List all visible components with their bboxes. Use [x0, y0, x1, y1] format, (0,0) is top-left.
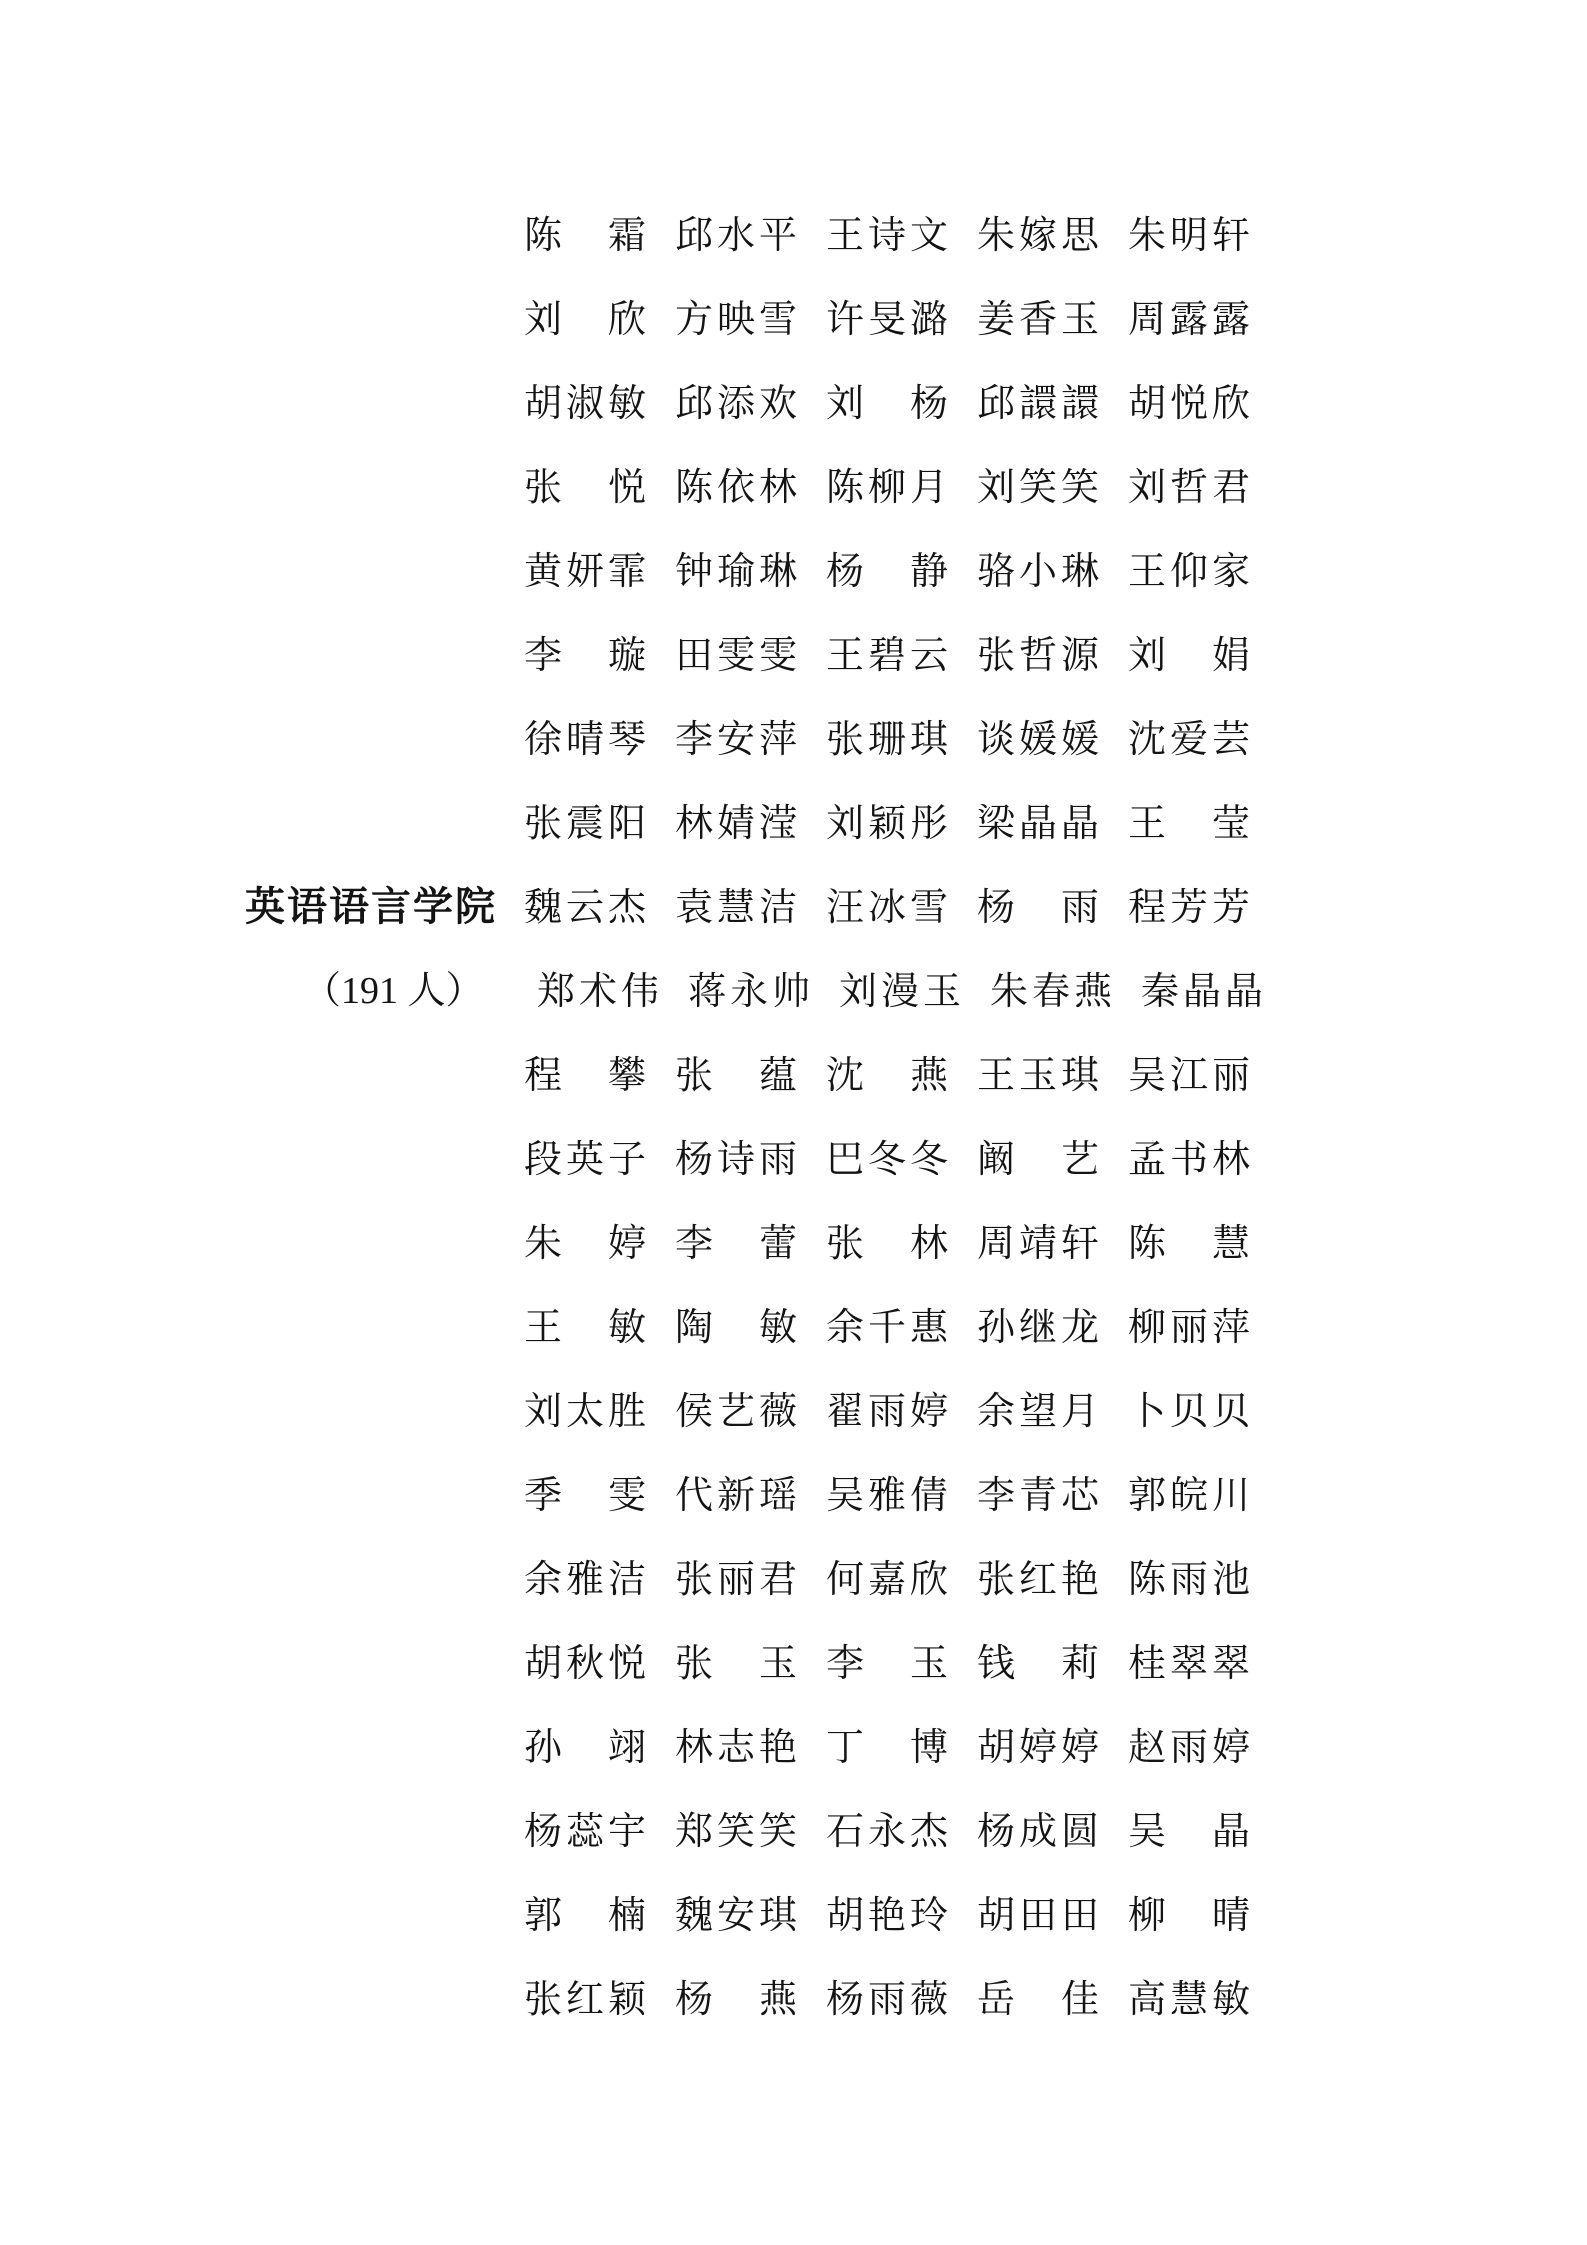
student-name: 许旻潞	[826, 297, 953, 341]
student-name: 郑笑笑	[675, 1809, 802, 1853]
student-name: 卜贝贝	[1128, 1389, 1255, 1433]
student-name: 张 林	[826, 1221, 953, 1265]
student-name: 王诗文	[826, 213, 953, 257]
student-name: 张哲源	[977, 633, 1104, 677]
student-name: 胡悦欣	[1128, 381, 1255, 425]
student-name: 程芳芳	[1128, 885, 1255, 929]
student-name: 岳 佳	[977, 1977, 1104, 2021]
student-name: 孟书林	[1128, 1137, 1255, 1181]
student-name: 陈雨池	[1128, 1557, 1255, 1601]
student-name: 王仰家	[1128, 549, 1255, 593]
student-name: 杨成圆	[977, 1809, 1104, 1853]
student-name: 陈 慧	[1128, 1221, 1255, 1265]
student-name: 侯艺薇	[675, 1389, 802, 1433]
student-name: 王玉琪	[977, 1053, 1104, 1097]
student-name: 梁晶晶	[977, 801, 1104, 845]
student-name: 胡婷婷	[977, 1725, 1104, 1769]
student-name: 柳丽萍	[1128, 1305, 1255, 1349]
student-name: 刘笑笑	[977, 465, 1104, 509]
student-name: 何嘉欣	[826, 1557, 953, 1601]
student-name: 刘颖彤	[826, 801, 953, 845]
student-name: 程 攀	[524, 1053, 651, 1097]
student-name: 沈爱芸	[1128, 717, 1255, 761]
student-name: 汪冰雪	[826, 885, 953, 929]
student-name: 王 敏	[524, 1305, 651, 1349]
student-name: 杨雨薇	[826, 1977, 953, 2021]
student-name: 田雯雯	[675, 633, 802, 677]
student-name: 陶 敏	[675, 1305, 802, 1349]
student-name: 刘漫玉	[839, 969, 966, 1013]
student-name: 段英子	[524, 1137, 651, 1181]
student-name: 胡田田	[977, 1893, 1104, 1937]
student-name: 季 雯	[524, 1473, 651, 1517]
student-name: 张丽君	[675, 1557, 802, 1601]
student-name: 张红艳	[977, 1557, 1104, 1601]
student-name: 张 玉	[675, 1641, 802, 1685]
student-name: 高慧敏	[1128, 1977, 1255, 2021]
student-name: 钟瑜琳	[675, 549, 802, 593]
student-name: 黄妍霏	[524, 549, 651, 593]
student-name: 魏安琪	[675, 1893, 802, 1937]
student-name: 李 璇	[524, 633, 651, 677]
student-name: 刘哲君	[1128, 465, 1255, 509]
student-name: 巴冬冬	[826, 1137, 953, 1181]
department-headcount: （191 人）	[303, 970, 484, 1012]
student-name: 邱譞譞	[977, 381, 1104, 425]
student-name: 李 蕾	[675, 1221, 802, 1265]
student-name: 沈 燕	[826, 1053, 953, 1097]
student-name: 余千惠	[826, 1305, 953, 1349]
student-name: 代新瑶	[675, 1473, 802, 1517]
student-name: 邱水平	[675, 213, 802, 257]
student-name: 张珊琪	[826, 717, 953, 761]
student-name: 胡艳玲	[826, 1893, 953, 1937]
student-name: 张红颖	[524, 1977, 651, 2021]
student-name: 杨诗雨	[675, 1137, 802, 1181]
student-name: 刘 娟	[1128, 633, 1255, 677]
student-name: 郭 楠	[524, 1893, 651, 1937]
student-name: 李 玉	[826, 1641, 953, 1685]
student-name: 杨蕊宇	[524, 1809, 651, 1853]
student-name: 谈媛媛	[977, 717, 1104, 761]
student-name: 朱明轩	[1128, 213, 1255, 257]
student-name: 王 莹	[1128, 801, 1255, 845]
student-name: 骆小琳	[977, 549, 1104, 593]
student-name: 杨 燕	[675, 1977, 802, 2021]
student-name: 张 悦	[524, 465, 651, 509]
student-name: 郑术伟	[537, 969, 664, 1013]
student-name: 吴雅倩	[826, 1473, 953, 1517]
student-name: 周靖轩	[977, 1221, 1104, 1265]
student-name: 陈 霜	[524, 213, 651, 257]
student-name: 周露露	[1128, 297, 1255, 341]
student-name: 陈柳月	[826, 465, 953, 509]
student-name: 林婧滢	[675, 801, 802, 845]
student-name: 蒋永帅	[688, 969, 815, 1013]
student-name: 孙继龙	[977, 1305, 1104, 1349]
student-name: 刘太胜	[524, 1389, 651, 1433]
student-name: 杨 静	[826, 549, 953, 593]
student-name: 吴 晶	[1128, 1809, 1255, 1853]
student-name: 刘 杨	[826, 381, 953, 425]
student-name: 翟雨婷	[826, 1389, 953, 1433]
student-name: 郭皖川	[1128, 1473, 1255, 1517]
student-name: 朱 婷	[524, 1221, 651, 1265]
student-name: 石永杰	[826, 1809, 953, 1853]
student-name: 袁慧洁	[675, 885, 802, 929]
student-name: 余望月	[977, 1389, 1104, 1433]
student-name: 林志艳	[675, 1725, 802, 1769]
student-name: 阚 艺	[977, 1137, 1104, 1181]
student-name: 朱嫁思	[977, 213, 1104, 257]
student-name: 张 蕴	[675, 1053, 802, 1097]
student-name: 李青芯	[977, 1473, 1104, 1517]
student-name: 余雅洁	[524, 1557, 651, 1601]
student-name: 张震阳	[524, 801, 651, 845]
student-name: 胡淑敏	[524, 381, 651, 425]
student-name: 方映雪	[675, 297, 802, 341]
student-name: 徐晴琴	[524, 717, 651, 761]
student-name: 李安萍	[675, 717, 802, 761]
student-name: 丁 博	[826, 1725, 953, 1769]
department-name: 英语语言学院	[245, 883, 497, 930]
student-name: 钱 莉	[977, 1641, 1104, 1685]
student-name: 邱添欢	[675, 381, 802, 425]
student-name: 柳 晴	[1128, 1893, 1255, 1937]
student-name: 秦晶晶	[1141, 969, 1268, 1013]
student-name: 魏云杰	[524, 885, 651, 929]
student-name: 王碧云	[826, 633, 953, 677]
student-name: 胡秋悦	[524, 1641, 651, 1685]
student-name: 桂翠翠	[1128, 1641, 1255, 1685]
student-name: 姜香玉	[977, 297, 1104, 341]
student-name: 吴江丽	[1128, 1053, 1255, 1097]
student-name: 刘 欣	[524, 297, 651, 341]
student-name: 杨 雨	[977, 885, 1104, 929]
student-name: 陈依林	[675, 465, 802, 509]
student-name: 赵雨婷	[1128, 1725, 1255, 1769]
student-name: 孙 翊	[524, 1725, 651, 1769]
student-name: 朱春燕	[990, 969, 1117, 1013]
